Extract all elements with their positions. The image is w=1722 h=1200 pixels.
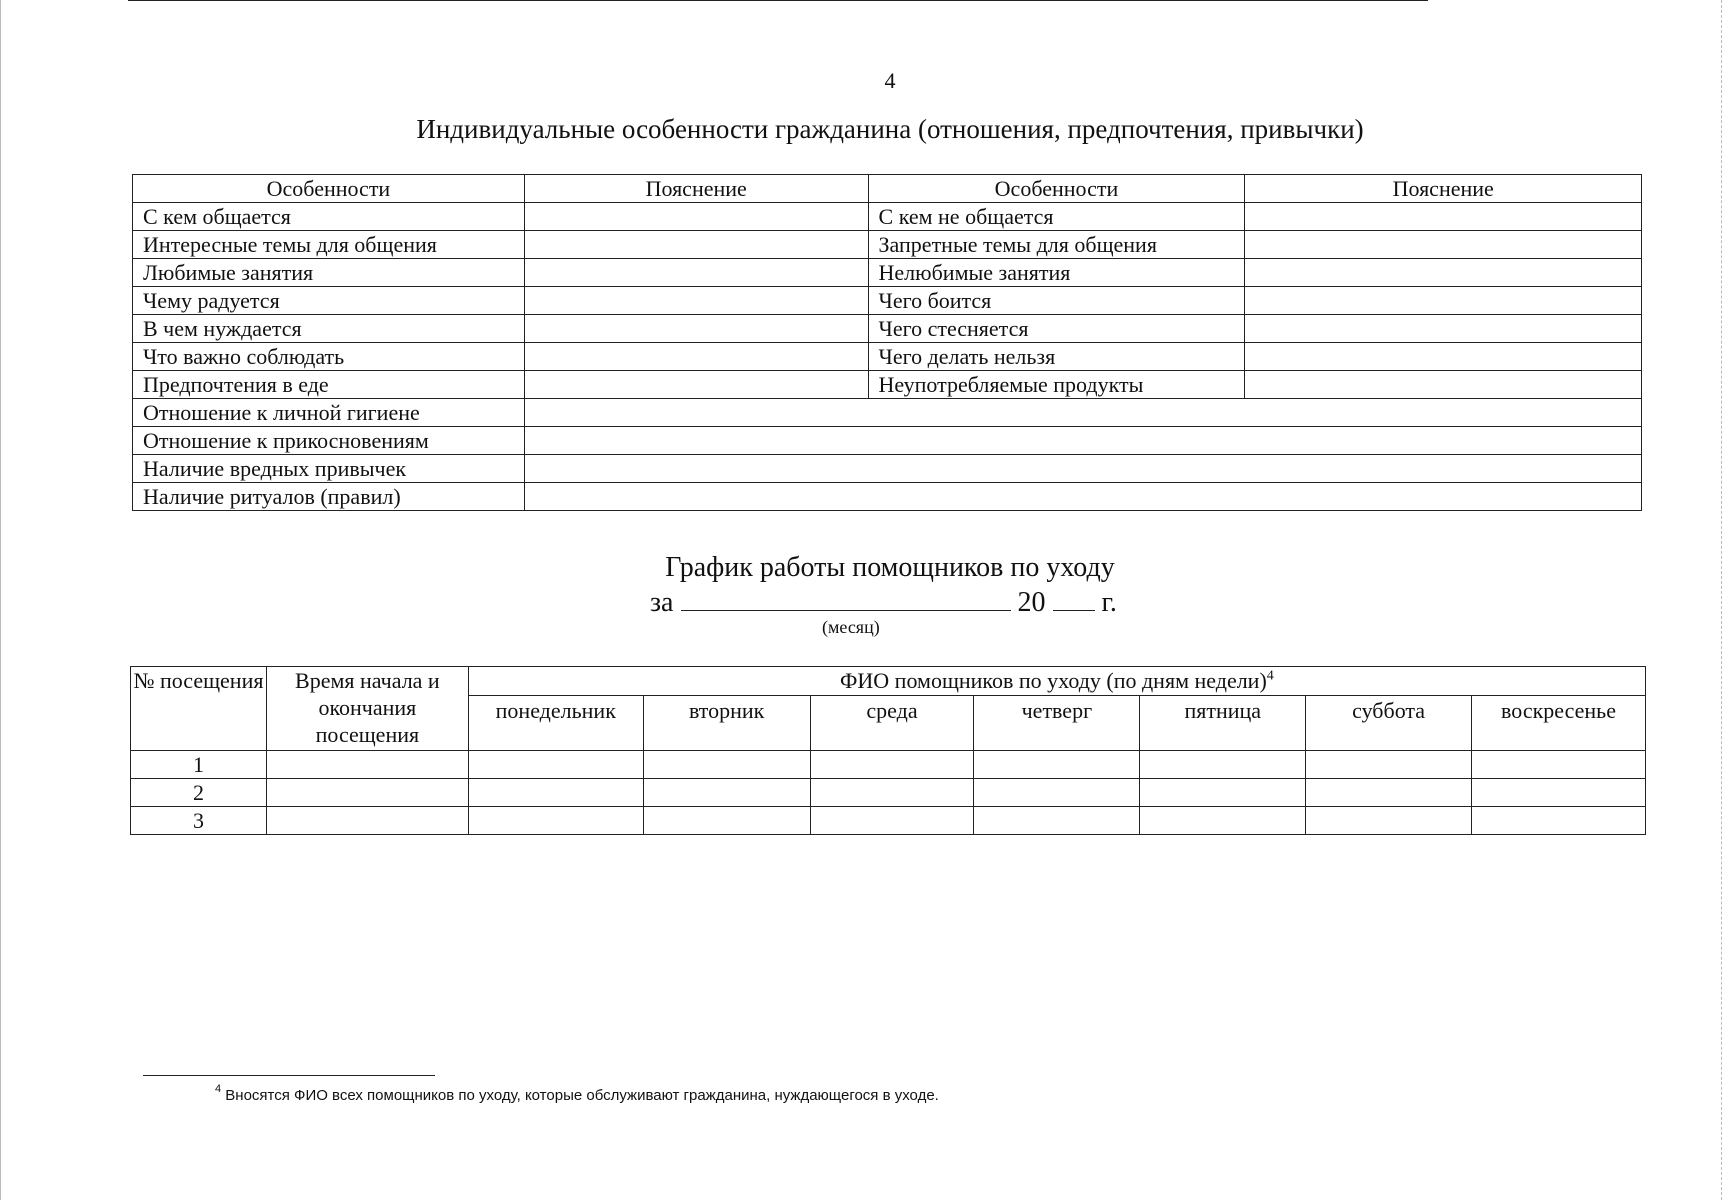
feature-label: Нелюбимые занятия xyxy=(868,259,1245,287)
table-row xyxy=(133,259,1642,287)
footnote-rule xyxy=(143,1075,435,1076)
month-blank-field[interactable] xyxy=(681,584,1011,611)
footnote xyxy=(215,1083,939,1104)
table-row xyxy=(131,779,1646,807)
feature-label: В чем нуждается xyxy=(133,315,525,343)
table-row xyxy=(133,315,1642,343)
schedule-cell[interactable] xyxy=(468,779,643,807)
explanation-cell[interactable] xyxy=(1245,343,1642,371)
schedule-cell[interactable] xyxy=(1306,779,1472,807)
feature-label: Чего делать нельзя xyxy=(868,343,1245,371)
feature-label: Чего боится xyxy=(868,287,1245,315)
table-row xyxy=(131,807,1646,835)
header-day-tuesday: вторник xyxy=(643,696,810,751)
explanation-cell[interactable] xyxy=(524,343,868,371)
visit-time-cell[interactable] xyxy=(266,807,468,835)
schedule-cell[interactable] xyxy=(643,751,810,779)
schedule-cell[interactable] xyxy=(643,779,810,807)
table-row xyxy=(133,399,1642,427)
period-prefix: за xyxy=(650,587,674,618)
feature-label: Чего стесняется xyxy=(868,315,1245,343)
header-day-sunday: воскресенье xyxy=(1472,696,1646,751)
month-caption: (месяц) xyxy=(822,617,880,637)
feature-label: Неупотребляемые продукты xyxy=(868,371,1245,399)
schedule-cell[interactable] xyxy=(974,751,1140,779)
explanation-cell[interactable] xyxy=(524,203,868,231)
explanation-cell[interactable] xyxy=(524,315,868,343)
schedule-cell[interactable] xyxy=(643,807,810,835)
explanation-cell[interactable] xyxy=(524,231,868,259)
year-blank-field[interactable] xyxy=(1053,584,1095,611)
explanation-cell[interactable] xyxy=(524,399,1641,427)
table-row xyxy=(133,231,1642,259)
page-number: 4 xyxy=(884,68,896,93)
header-explanation-left: Пояснение xyxy=(524,175,868,203)
schedule-cell[interactable] xyxy=(1472,779,1646,807)
schedule-cell[interactable] xyxy=(974,807,1140,835)
footnote-text: Вносятся ФИО всех помощников по уходу, которые обслуживают гражданина, нуждающегося в уходе. xyxy=(225,1087,939,1104)
schedule-table xyxy=(130,666,1646,835)
table-row xyxy=(133,483,1642,511)
visit-number: 3 xyxy=(131,807,267,835)
explanation-cell[interactable] xyxy=(524,427,1641,455)
feature-label: С кем общается xyxy=(133,203,525,231)
schedule-cell[interactable] xyxy=(810,751,974,779)
scan-top-line xyxy=(128,0,1428,1)
header-features-right: Особенности xyxy=(868,175,1245,203)
feature-label: Чему радуется xyxy=(133,287,525,315)
schedule-cell[interactable] xyxy=(1472,751,1646,779)
schedule-cell[interactable] xyxy=(1472,807,1646,835)
schedule-cell[interactable] xyxy=(1306,807,1472,835)
features-table xyxy=(132,174,1642,511)
header-features-left: Особенности xyxy=(133,175,525,203)
feature-label: Наличие вредных привычек xyxy=(133,455,525,483)
header-assistant-names xyxy=(468,667,1645,696)
year-prefix: 20 xyxy=(1017,587,1046,618)
header-day-thursday: четверг xyxy=(974,696,1140,751)
header-day-saturday: суббота xyxy=(1306,696,1472,751)
schedule-cell[interactable] xyxy=(810,779,974,807)
feature-label: Любимые занятия xyxy=(133,259,525,287)
header-day-monday: понедельник xyxy=(468,696,643,751)
schedule-cell[interactable] xyxy=(1140,779,1306,807)
schedule-cell[interactable] xyxy=(468,807,643,835)
table-row xyxy=(133,427,1642,455)
explanation-cell[interactable] xyxy=(1245,371,1642,399)
explanation-cell[interactable] xyxy=(524,287,868,315)
explanation-cell[interactable] xyxy=(1245,231,1642,259)
explanation-cell[interactable] xyxy=(524,371,868,399)
header-visit-number: № посещения xyxy=(131,667,267,751)
explanation-cell[interactable] xyxy=(524,259,868,287)
explanation-cell[interactable] xyxy=(1245,203,1642,231)
header-explanation-right: Пояснение xyxy=(1245,175,1642,203)
schedule-cell[interactable] xyxy=(1140,807,1306,835)
scan-left-edge xyxy=(0,0,1,1200)
footnote-marker: 4 xyxy=(215,1083,222,1095)
visit-number: 2 xyxy=(131,779,267,807)
explanation-cell[interactable] xyxy=(1245,287,1642,315)
feature-label: Отношение к личной гигиене xyxy=(133,399,525,427)
table-row xyxy=(133,203,1642,231)
table-row xyxy=(131,751,1646,779)
schedule-cell[interactable] xyxy=(810,807,974,835)
year-suffix: г. xyxy=(1101,587,1117,618)
header-day-friday: пятница xyxy=(1140,696,1306,751)
schedule-header-row xyxy=(131,667,1646,696)
section-title: Индивидуальные особенности гражданина (отношения, предпочтения, привычки) xyxy=(416,114,1364,144)
header-day-wednesday: среда xyxy=(810,696,974,751)
header-assistant-names-label: ФИО помощников по уходу (по дням недели) xyxy=(840,668,1267,693)
explanation-cell[interactable] xyxy=(524,455,1641,483)
visit-time-cell[interactable] xyxy=(266,751,468,779)
schedule-cell[interactable] xyxy=(974,779,1140,807)
schedule-cell[interactable] xyxy=(1306,751,1472,779)
footnote-marker: 4 xyxy=(1266,668,1274,684)
schedule-cell[interactable] xyxy=(1140,751,1306,779)
table-row xyxy=(133,343,1642,371)
feature-label: С кем не общается xyxy=(868,203,1245,231)
explanation-cell[interactable] xyxy=(524,483,1641,511)
explanation-cell[interactable] xyxy=(1245,259,1642,287)
visit-time-cell[interactable] xyxy=(266,779,468,807)
table-row xyxy=(133,287,1642,315)
schedule-title: График работы помощников по уходу xyxy=(665,552,1115,583)
header-visit-time: Время начала и окончания посещения xyxy=(266,667,468,751)
explanation-cell[interactable] xyxy=(1245,315,1642,343)
feature-label: Предпочтения в еде xyxy=(133,371,525,399)
features-header-row xyxy=(133,175,1642,203)
feature-label: Запретные темы для общения xyxy=(868,231,1245,259)
visit-number: 1 xyxy=(131,751,267,779)
feature-label: Отношение к прикосновениям xyxy=(133,427,525,455)
table-row xyxy=(133,371,1642,399)
feature-label: Наличие ритуалов (правил) xyxy=(133,483,525,511)
feature-label: Интересные темы для общения xyxy=(133,231,525,259)
feature-label: Что важно соблюдать xyxy=(133,343,525,371)
table-row xyxy=(133,455,1642,483)
schedule-period xyxy=(650,584,1117,619)
schedule-cell[interactable] xyxy=(468,751,643,779)
